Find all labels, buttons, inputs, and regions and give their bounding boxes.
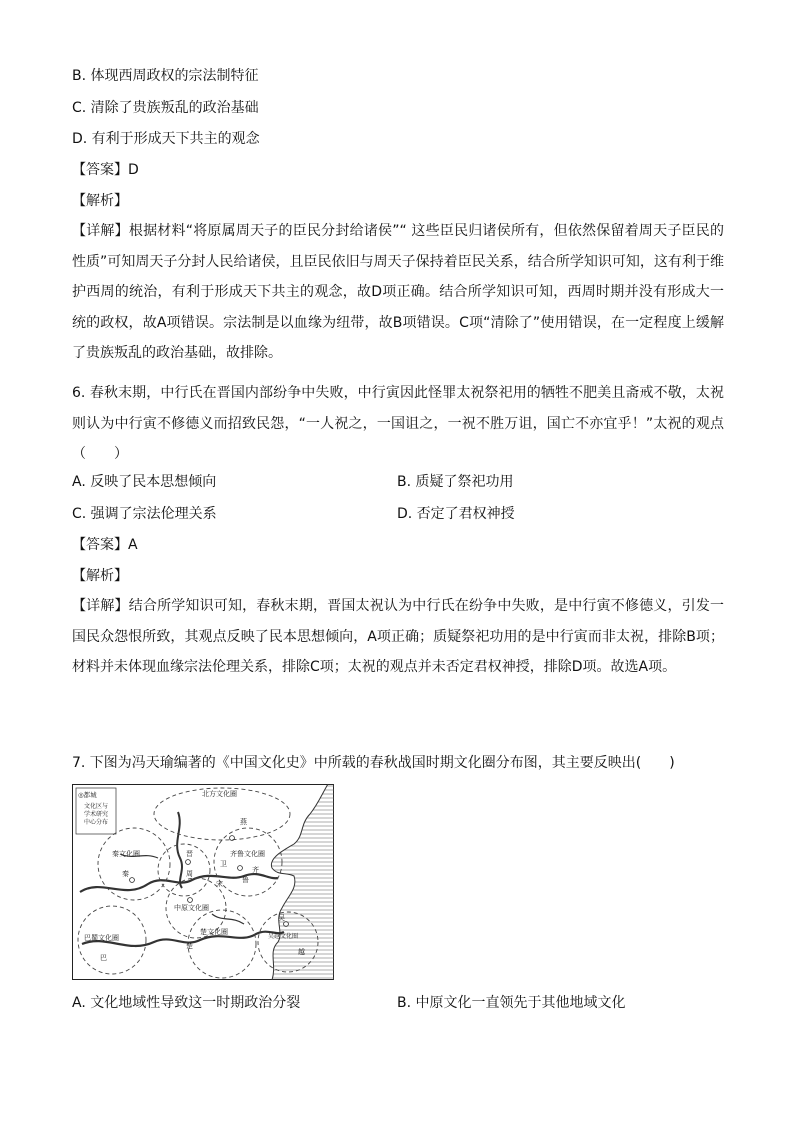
q5-answer: 【答案】D	[72, 162, 139, 178]
map-label-zhongyuan: 中原文化圈	[174, 904, 209, 912]
map-legend-line2: 学术研究	[84, 811, 109, 818]
q6-answer: 【答案】A	[72, 537, 138, 553]
map-label-jin: 晋	[186, 850, 193, 858]
map-label-yue: 越	[298, 948, 305, 956]
q5-option-d: D. 有利于形成天下共主的观念	[72, 131, 260, 147]
map-label-ba: 巴	[100, 954, 107, 962]
map-label-qin-circle: 秦文化圈	[112, 850, 140, 858]
map-label-north: 北方文化圈	[202, 790, 237, 798]
map-label-yan: 燕	[240, 818, 247, 826]
q6-stem: 6. 春秋末期，中行氏在晋国内部纷争中失败，中行寅因此怪罪太祝祭祀用的牺牲不肥美且斋戒不敬，太祝则认为中行寅不修德义而招致民怨，“一人祝之，一国诅之，一祝不胜万诅，国亡不亦宜乎！”太祝的观点（ ）	[72, 385, 724, 462]
q7-option-a: A. 文化地域性导致这一时期政治分裂	[72, 995, 301, 1011]
q5-option-c: C. 清除了贵族叛乱的政治基础	[72, 100, 259, 116]
q7-stem: 7. 下图为冯天瑜编著的《中国文化史》中所载的春秋战国时期文化圈分布图，其主要反映出( )	[72, 755, 675, 771]
map-label-wu: 吴	[278, 914, 285, 922]
map-label-wei: 卫	[220, 860, 227, 868]
map-label-qin: 秦	[122, 870, 129, 878]
map-label-chu: 楚	[186, 942, 193, 950]
map-legend-capital: ◎都城	[78, 791, 97, 799]
q6-detail: 【详解】结合所学知识可知，春秋末期，晋国太祝认为中行氏在纷争中失败，是中行寅不修德义，引发一国民众怨恨所致，其观点反映了民本思想倾向，A项正确；质疑祭祀功用的是中行寅而非太祝，排除B项；材料并未体现血缘宗法伦理关系，排除C项；太祝的观点并未否定君权神授，排除D项。故选A项。	[72, 598, 724, 675]
map-label-qilu-circle: 齐鲁文化圈	[230, 850, 265, 858]
map-label-bashu: 巴蜀文化圈	[84, 934, 119, 942]
culture-circle-map	[72, 784, 334, 980]
q6-option-a: A. 反映了民本思想倾向	[72, 474, 217, 490]
map-label-zhou: 周	[186, 870, 193, 878]
q5-detail: 【详解】根据材料“将原属周天子的臣民分封给诸侯”“ 这些臣民归诸侯所有，但依然保留着周天子臣民的性质”可知周天子分封人民给诸侯，且臣民依旧与周天子保持着臣民关系，结合所学知识可知，这有利于维护西周的统治，有利于形成天下共主的观念，故D项正确。结合所学知识可知，西周时期并没有形成大一统的政权，故A项错误。宗法制是以血缘为纽带，故B项错误。C项“清除了”使用错误，在一定程度上缓解了贵族叛乱的政治基础，故排除。	[72, 223, 724, 361]
map-label-song: 宋	[216, 880, 223, 888]
q6-option-c: C. 强调了宗法伦理关系	[72, 506, 217, 522]
q6-analysis-label: 【解析】	[72, 568, 128, 584]
map-legend-line3: 中心分布	[84, 819, 109, 826]
q6-option-b: B. 质疑了祭祀功用	[397, 474, 514, 490]
map-label-wuyue: 吴越文化圈	[268, 933, 299, 940]
map-label-lu: 鲁	[242, 876, 249, 884]
q5-option-b: B. 体现西周政权的宗法制特征	[72, 68, 259, 84]
q6-option-d: D. 否定了君权神授	[397, 506, 515, 522]
map-label-qi: 齐	[252, 866, 259, 874]
map-legend-line1: 文化区与	[84, 803, 109, 810]
q5-analysis-label: 【解析】	[72, 193, 128, 209]
q7-option-b: B. 中原文化一直领先于其他地域文化	[397, 995, 626, 1011]
map-label-chu-circle: 楚文化圈	[200, 928, 228, 936]
